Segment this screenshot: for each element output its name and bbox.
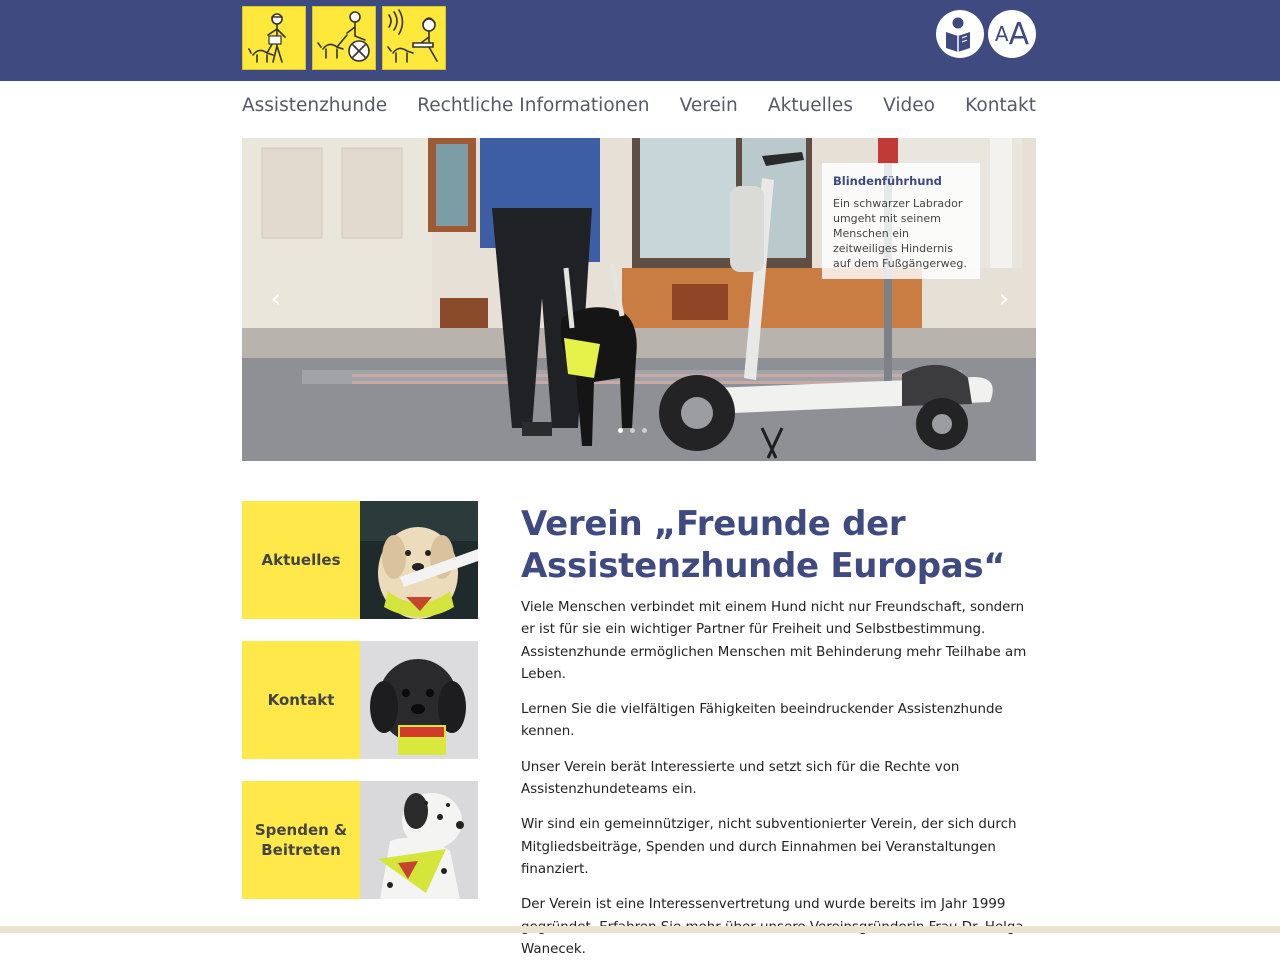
hero-caption-title: Blindenführhund	[833, 174, 942, 188]
slider-dot-1[interactable]	[618, 428, 623, 433]
tile-spenden-beitreten[interactable]	[242, 781, 478, 899]
footer-strip	[0, 926, 1280, 933]
chevron-left-icon: ‹	[270, 284, 282, 314]
easy-read-icon	[938, 12, 982, 56]
slider-dot-3[interactable]	[642, 428, 647, 433]
paragraph-intro: Viele Menschen verbindet mit einem Hund nicht nur Freundschaft, sondern er ist für sie ein wichtiger Partner für Freiheit und Selbstbestimmung. Assistenzhunde ermöglichen Menschen mit Behinderung mehr Teilhabe am Leben.	[521, 600, 1027, 682]
hero-slider	[242, 138, 1036, 461]
main-navigation	[242, 95, 1036, 116]
tile-label: Kontakt	[242, 641, 360, 759]
nav-item-video[interactable]: Video	[883, 95, 935, 116]
accessibility-tools	[936, 10, 1036, 58]
font-size-button[interactable]	[988, 10, 1036, 58]
easy-read-button[interactable]	[936, 10, 984, 58]
header-bar	[0, 0, 1280, 81]
paragraph-funding: Wir sind ein gemeinnütziger, nicht subventionierter Verein, der sich durch Mitgliedsbeiträge, Spenden und durch Einnahmen bei Veranstaltungen finanziert.	[521, 817, 1017, 877]
tile-kontakt[interactable]	[242, 641, 478, 759]
paragraph-history: Der Verein ist eine Interessenvertretung und wurde bereits im Jahr 1999 Wanecek.	[521, 897, 1006, 957]
hero-caption	[822, 163, 980, 279]
slider-dots	[618, 428, 647, 433]
logo-group	[242, 6, 446, 70]
hearing-dog-icon[interactable]	[382, 6, 446, 70]
nav-item-verein[interactable]: Verein	[679, 95, 738, 116]
paragraph-skills: Lernen Sie die vielfältigen Fähigkeiten beeindruckender Assistenzhunde kennen.	[521, 702, 1003, 740]
tile-aktuelles[interactable]	[242, 501, 478, 619]
nav-item-aktuelles[interactable]: Aktuelles	[767, 95, 853, 116]
font-small-glyph: A	[994, 22, 1009, 46]
tile-photo-golden-dog	[360, 501, 478, 619]
tile-label: Aktuelles	[242, 501, 360, 619]
nav-item-assistenzhunde[interactable]: Assistenzhunde	[242, 95, 388, 116]
nav-item-kontakt[interactable]: Kontakt	[965, 95, 1036, 116]
hero-caption-text: Ein schwarzer Labrador umgeht mit seinem Menschen ein zeitweiliges Hindernis auf dem Fußgängerweg.	[833, 197, 967, 270]
slider-next-button[interactable]	[990, 283, 1018, 315]
chevron-right-icon: ›	[998, 284, 1010, 314]
slider-prev-button[interactable]	[262, 283, 290, 315]
person-with-dog-icon[interactable]	[242, 6, 306, 70]
tile-photo-black-dog	[360, 641, 478, 759]
page-title: Verein „Freunde der Assistenzhunde Europas“	[521, 504, 1006, 586]
wheelchair-with-dog-icon[interactable]	[312, 6, 376, 70]
nav-item-rechtliche-informationen[interactable]: Rechtliche Informationen	[417, 95, 650, 116]
main-content	[521, 503, 1036, 974]
tile-label: Spenden & Beitreten	[242, 781, 360, 899]
tile-photo-dalmatian	[360, 781, 478, 899]
paragraph-advice: Unser Verein berät Interessierte und setzt sich für die Rechte von Assistenzhundeteams ein.	[521, 759, 960, 798]
slider-dot-2[interactable]	[630, 428, 635, 433]
font-big-glyph: A	[1008, 16, 1030, 52]
